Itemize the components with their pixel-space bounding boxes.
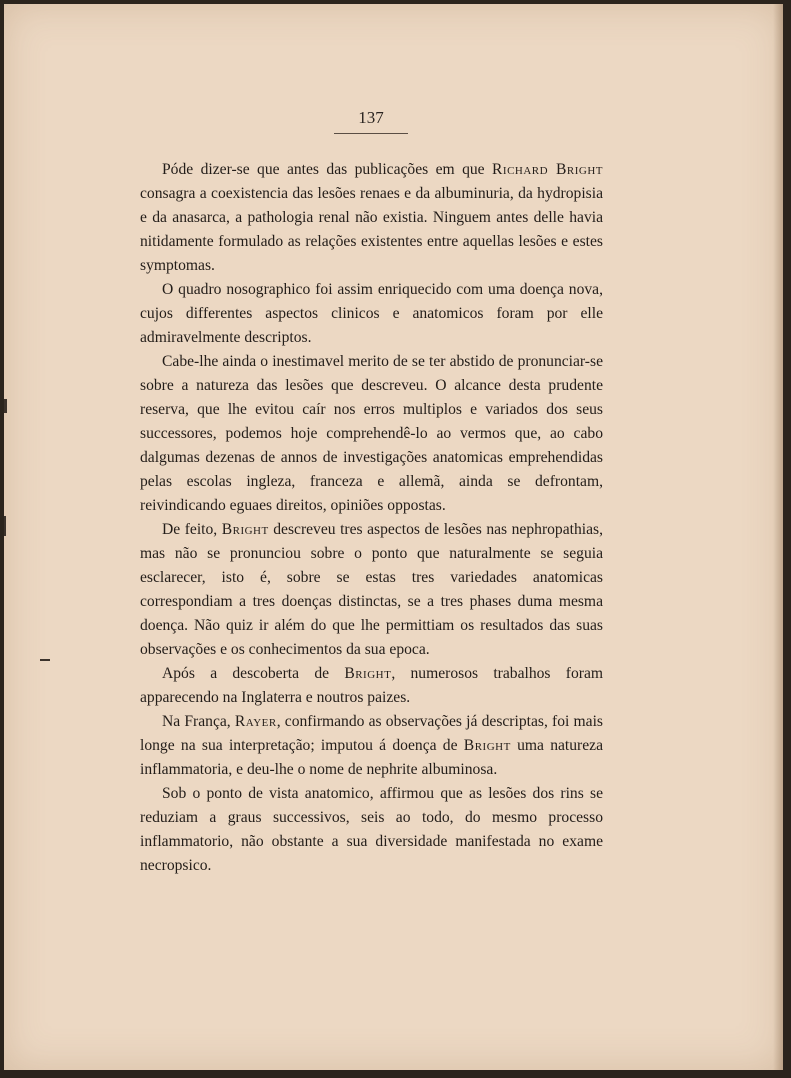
text-run: De feito, bbox=[162, 521, 222, 538]
author-name: Bright bbox=[344, 665, 392, 682]
text-run: Sob o ponto de vista anatomico, affirmou que as lesões dos rins se reduziam a graus successivos, seis ao todo, do mesmo processo inflammatorio, não obstante a sua diversidade manifestada no exame necropsico. bbox=[140, 785, 603, 874]
paragraph bbox=[140, 662, 603, 710]
paragraph bbox=[140, 350, 603, 518]
text-run: , confirmando as observações já descriptas, foi mais longe na sua interpretação; imputou á doença de bbox=[140, 713, 603, 754]
paragraph bbox=[140, 518, 603, 662]
margin-mark bbox=[4, 516, 6, 536]
paragraph bbox=[140, 278, 603, 350]
text-run: O quadro nosographico foi assim enriquecido com uma doença nova, cujos differentes aspectos clinicos e anatomicos foram por elle admiravelmente descriptos. bbox=[140, 281, 603, 346]
text-run: consagra a coexistencia das lesões renaes e da albuminuria, da hydropisia e da anasarca, a pathologia renal não existia. Ninguem antes delle havia nitidamente formulado as relações existentes entre aquellas lesões e estes symptomas. bbox=[140, 185, 603, 274]
text-run: Na França, bbox=[162, 713, 235, 730]
author-name: Bright bbox=[221, 521, 269, 538]
book-page bbox=[4, 4, 783, 1070]
text-run: uma natureza inflammatoria, e deu-lhe o nome de nephrite albuminosa. bbox=[140, 737, 604, 778]
paragraph bbox=[140, 782, 603, 878]
page-number: 137 bbox=[358, 108, 384, 127]
text-run: Após a descoberta de bbox=[162, 665, 345, 682]
body-text bbox=[140, 158, 603, 878]
text-run: Cabe-lhe ainda o inestimavel merito de se ter abstido de pronunciar-se sobre a natureza das lesões que descreveu. O alcance desta prudente reserva, que lhe evitou caír nos erros multiplos e variados dos seus successores, podemos hoje comprehendê-lo ao vermos que, ao cabo dalgumas dezenas de annos de investigações anatomicas emprehendidas pelas escolas ingleza, franceza e allemã, ainda se defrontam, reivindicando eguaes direitos, opiniões oppostas. bbox=[140, 353, 603, 514]
author-name: Rayer bbox=[234, 713, 277, 730]
header-rule bbox=[334, 133, 408, 134]
text-run: Póde dizer-se que antes das publicações em que bbox=[162, 161, 492, 178]
text-run: descreveu tres aspectos de lesões nas nephropathias, mas não se pronunciou sobre o ponto que naturalmente se seguia esclarecer, isto é, sobre se estas tres variedades anatomicas correspondiam a tres doenças distinctas, se a tres phases duma mesma doença. Não quiz ir além do que lhe permittiam os resultados das suas observações e os conhecimentos da sua epoca. bbox=[140, 521, 603, 658]
author-name: Richard Bright bbox=[492, 161, 603, 178]
margin-mark bbox=[40, 659, 50, 661]
page-edge-shadow bbox=[773, 4, 783, 1070]
text-run: , numerosos trabalhos foram apparecendo na Inglaterra e noutros paizes. bbox=[140, 665, 603, 706]
margin-mark bbox=[4, 399, 7, 413]
paragraph bbox=[140, 158, 603, 278]
paragraph bbox=[140, 710, 603, 782]
author-name: Bright bbox=[463, 737, 511, 754]
